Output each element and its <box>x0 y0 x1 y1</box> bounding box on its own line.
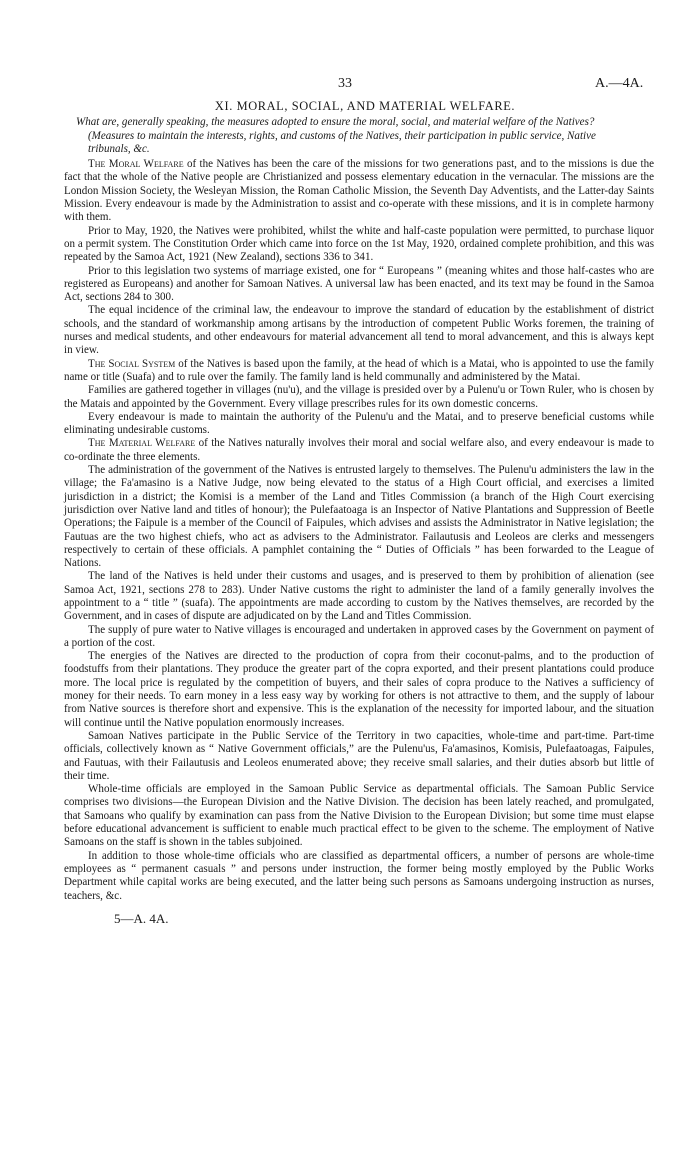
paragraph: The land of the Natives is held under their customs and usages, and is preserved to them by prohibition of alienation (see Samoa Act, 1921, sections 278 to 283). Under Native customs the right to administer the land of a family generally involves the appointment to a “ title ” (suafa). The appointments are made according to custom by the Natives themselves, are recorded by the Government, and in cases of dispute are adjudicated on by the Land and Titles Commission. <box>64 570 654 623</box>
document-reference: A.—4A. <box>595 76 644 91</box>
section-title: XI. MORAL, SOCIAL, AND MATERIAL WELFARE. <box>214 99 516 113</box>
paragraph: Families are gathered together in villages (nu'u), and the village is presided over by a Pulenu'u or Town Ruler, who is chosen by the Matais and appointed by the Government. Every village prescribes rules for its own domestic concerns. <box>64 384 654 410</box>
paragraph-text: of the Natives is based upon the family, at the head of which is a Matai, who is appointed to use the family name or title (Suafa) and to rule over the family. The family land is held communally and administered by the Matai. <box>64 357 654 383</box>
paragraph <box>64 358 654 385</box>
paragraph <box>64 158 654 224</box>
paragraph: Every endeavour is made to maintain the authority of the Pulenu'u and the Matai, and to preserve beneficial customs while eliminating undesirable customs. <box>64 410 654 437</box>
paragraph-lead: The Moral Welfare <box>88 158 184 171</box>
paragraph: Prior to May, 1920, the Natives were prohibited, whilst the white and half-caste population were permitted, to purchase liquor on a permit system. The Constitution Order which came into force on the 1st May, 1920, ordained complete prohibition, and this was repeated by the Samoa Act, 1921 (New Zealand), sections 336 to 341. <box>64 224 654 264</box>
page-number: 33 <box>338 76 352 91</box>
paragraph: The supply of pure water to Native villages is encouraged and undertaken in approved cases by the Government on payment of a portion of the cost. <box>64 623 654 649</box>
paragraph <box>64 437 654 464</box>
paragraph: The equal incidence of the criminal law, the endeavour to improve the standard of education by the establishment of district schools, and the standard of workmanship among artisans by the introduction of competent Public Works foremen, the training of nurses and medical students, and other endeavours for material advancement all tend to moral advancement, and this is always kept in view. <box>64 304 654 357</box>
document-body <box>64 70 654 925</box>
paragraph: Prior to this legislation two systems of marriage existed, one for “ Europeans ” (meaning whites and those half-castes who are registered as Europeans) and another for Samoan Natives. A universal law has been enacted, and its text may be found in the Samoa Act, sections 284 to 300. <box>64 264 654 304</box>
paragraph: Samoan Natives participate in the Public Service of the Territory in two capacities, whole-time and part-time. Part-time officials, collectively known as “ Native Government officials,” are the Pulenu'us, Fa'amasinos, Komisis, Pulefaatoagas, Faipules, and Fautuas, with their Failautusis and Leoleos enumerated above; they receive small salaries, and their duties absorb but little of their time. <box>64 729 654 782</box>
paragraph: The administration of the government of the Natives is entrusted largely to themselves. The Pulenu'u administers the law in the village; the Fa'amasino is a Native Judge, now being elevated to the status of a High Court official, and exercises a limited jurisdiction in a district; the Komisi is a member of the Land and Titles Commission (a branch of the High Court exercising jurisdiction over Native land and titles of honour); the Pulefaatoaga is an Inspector of Native Plantations and Suppression of Beetle Operations; the Faipule is a member of the Council of Faipules, which advises and assists the Administrator in Native legislation; the Fautuas are the two highest chiefs, who act as advisers to the Administrator. Failautusis and Leoleos are clerks and messengers respectively to certain of these officials. A pamphlet containing the “ Duties of Officials ” has been forwarded to the League of Nations. <box>64 464 654 570</box>
paragraph: Whole-time officials are employed in the Samoan Public Service as departmental officials. The Samoan Public Service comprises two divisions—the European Division and the Native Division. The decision has been lately reached, and promulgated, that Samoans who qualify by examination can pass from the Native Division to the European Division; but some time must elapse before educational advancement is sufficient to enable much practical effect to be given to the scheme. The employment of Native Samoans on the staff is shown in the tables subjoined. <box>64 783 654 849</box>
paragraph-lead: The Material Welfare <box>88 437 196 450</box>
paragraph-text: of the Natives naturally involves their moral and social welfare also, and every endeavour is made to co-ordinate the three elements. <box>64 437 654 463</box>
paragraph-lead: The Social System <box>88 357 176 370</box>
paragraph: In addition to those whole-time officials who are classified as departmental officers, a number of persons are whole-time employees as “ permanent casuals ” and persons under instruction, the former being mostly employed by the Public Works Department while capital works are being executed, and the latter being such persons as Samoans undergoing instruction as nurses, teachers, &c. <box>64 849 654 902</box>
footer-signature: 5—A. 4A. <box>114 910 169 926</box>
section-question: What are, generally speaking, the measures adopted to ensure the moral, social, and material welfare of the Natives? (Measures to maintain the interests, rights, and customs of the Natives, their participation in public service, Native tribunals, &c. <box>76 116 596 155</box>
paragraph: The energies of the Natives are directed to the production of copra from their coconut-palms, and to the production of foodstuffs from their plantations. They produce the greater part of the copra exported, and their present plantations could produce more. The local price is regulated by the competition of buyers, and their sales of copra produce to the Natives a sufficiency of money for their needs. To earn money in a less easy way by working for others is not attractive to them, and the supply of labour from Native sources is therefore short and expensive. This is the explanation of the necessity for imported labour, and the situation will continue until the Native population enormously increases. <box>64 650 654 729</box>
paragraph-text: of the Natives has been the care of the missions for two generations past, and to the missions is due the fact that the whole of the Native people are Christianized and possess elementary education in the vernacular. The missions are the London Mission Society, the Wesleyan Mission, the Roman Catholic Mission, the Seventh Day Adventists, and the Latter-day Saints Mission. Every endeavour is made by the Administration to assist and co-operate with these missions, and it is in complete harmony with them. <box>64 158 654 224</box>
